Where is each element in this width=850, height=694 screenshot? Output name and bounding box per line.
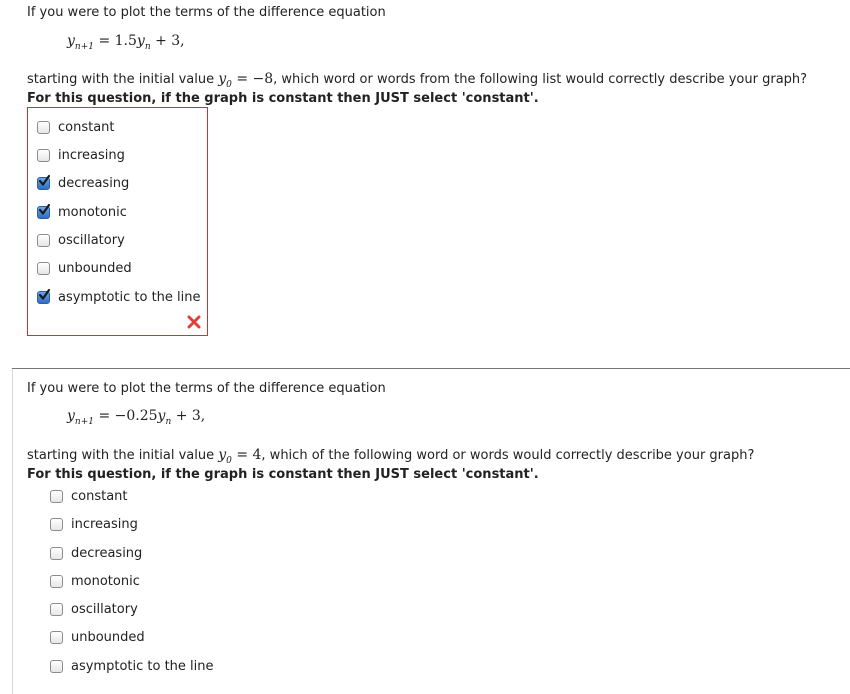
checkbox-checked[interactable]: [37, 206, 50, 219]
option-decreasing[interactable]: [50, 544, 142, 562]
checkbox[interactable]: [50, 490, 63, 503]
checkbox[interactable]: [50, 547, 63, 560]
checkbox[interactable]: [50, 660, 63, 673]
checkbox[interactable]: [37, 234, 50, 247]
option-increasing[interactable]: [50, 515, 138, 533]
option-asymptotic-to-the-line[interactable]: [50, 657, 214, 675]
option-label: increasing: [58, 147, 125, 163]
q1-intro: If you were to plot the terms of the difference equation: [27, 5, 386, 20]
checkbox[interactable]: [37, 262, 50, 275]
option-label: monotonic: [58, 204, 127, 220]
left-rule: [12, 369, 13, 694]
incorrect-x-icon: [187, 315, 201, 333]
checkbox[interactable]: [50, 575, 63, 588]
option-label: constant: [58, 119, 115, 135]
option-label: increasing: [71, 516, 138, 532]
option-unbounded[interactable]: [50, 628, 145, 646]
option-increasing[interactable]: [37, 146, 125, 164]
question-divider: [12, 368, 850, 369]
q2-prompt: starting with the initial value $y_0 = 4$, which of the following word or words would correctly describe your graph?: [27, 447, 755, 466]
option-constant[interactable]: [37, 118, 115, 136]
option-monotonic[interactable]: [50, 572, 140, 590]
option-label: unbounded: [71, 629, 145, 645]
option-label: oscillatory: [71, 601, 138, 617]
checkbox[interactable]: [50, 603, 63, 616]
option-label: monotonic: [71, 573, 140, 589]
option-asymptotic-to-the-line[interactable]: [37, 288, 201, 306]
option-label: unbounded: [58, 260, 132, 276]
option-monotonic[interactable]: [37, 203, 127, 221]
option-decreasing[interactable]: [37, 174, 129, 192]
option-label: decreasing: [58, 175, 130, 191]
checkbox-checked[interactable]: [37, 177, 50, 190]
option-label: constant: [71, 488, 128, 504]
option-oscillatory[interactable]: [50, 600, 138, 618]
q2-intro: If you were to plot the terms of the difference equation: [27, 381, 386, 396]
option-constant[interactable]: [50, 487, 128, 505]
option-label: asymptotic to the line: [71, 658, 214, 674]
q1-equation: $y_{n+1} = 1.5y_n + 3$,: [67, 33, 185, 52]
q1-prompt: starting with the initial value $y_0 = -8$, which word or words from the following list would correctly describe your graph?: [27, 71, 808, 90]
checkbox[interactable]: [37, 149, 50, 162]
q1-note: For this question, if the graph is constant then JUST select 'constant'.: [27, 91, 539, 106]
option-oscillatory[interactable]: [37, 231, 125, 249]
option-label: decreasing: [71, 545, 143, 561]
option-label: oscillatory: [58, 232, 125, 248]
option-unbounded[interactable]: [37, 259, 132, 277]
q2-note: For this question, if the graph is constant then JUST select 'constant'.: [27, 467, 539, 482]
checkbox-checked[interactable]: [37, 291, 50, 304]
checkbox[interactable]: [50, 631, 63, 644]
checkbox[interactable]: [37, 121, 50, 134]
checkbox[interactable]: [50, 518, 63, 531]
option-label: asymptotic to the line: [58, 289, 201, 305]
q2-equation: $y_{n+1} = -0.25y_n + 3$,: [67, 408, 206, 427]
